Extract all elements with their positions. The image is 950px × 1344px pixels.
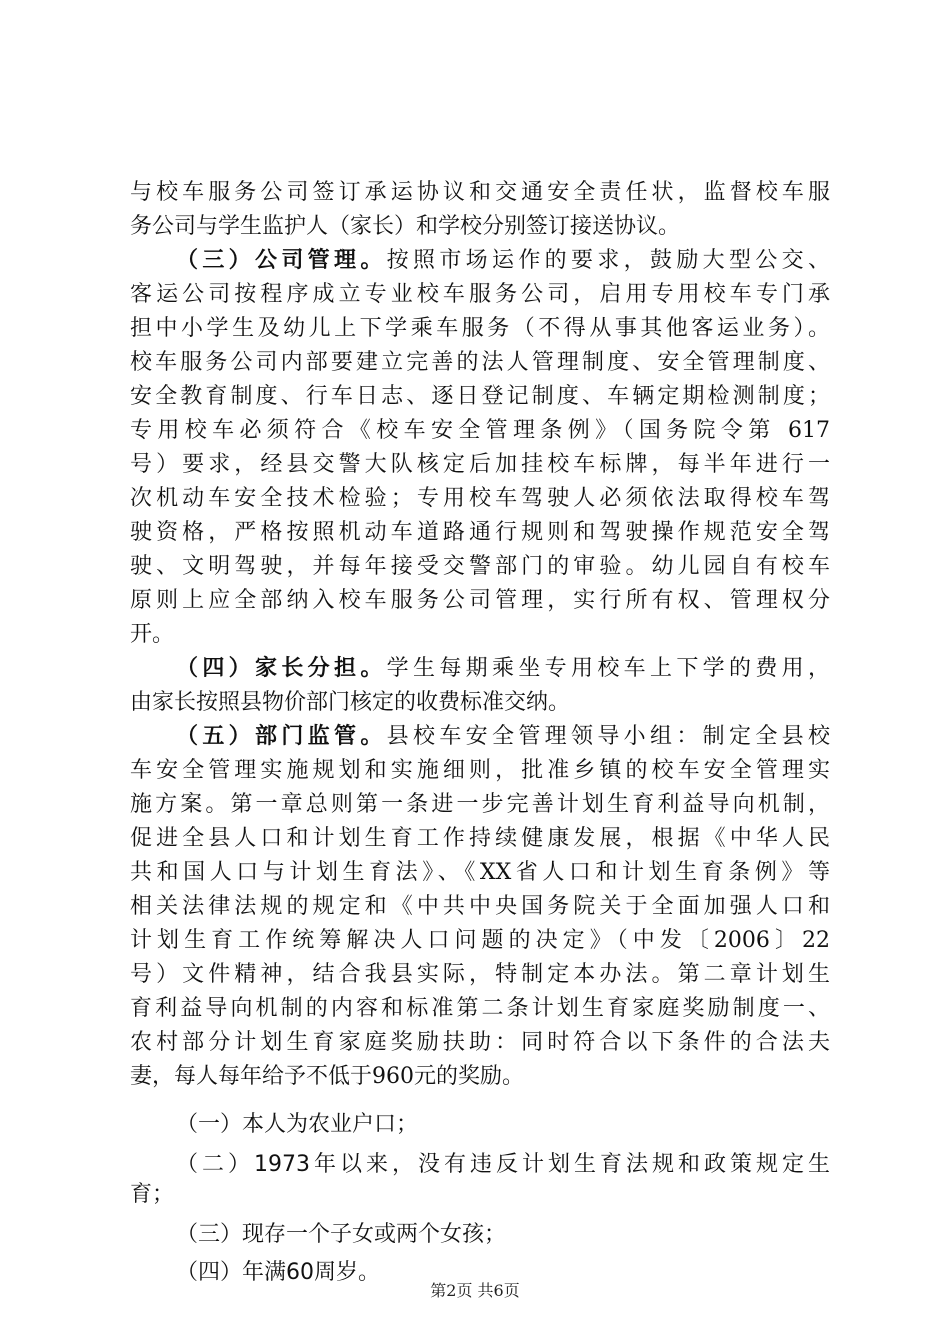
body-text: 学生每期乘坐专用校车上下学的费用， [386,656,830,681]
body-text-line: 施方案。第一章总则第一条进一步完善计划生育利益导向机制， [130,792,830,817]
body-text-line: 妻，每人每年给予不低于960元的奖励。 [130,1064,524,1089]
body-text-line: 原则上应全部纳入校车服务公司管理，实行所有权、管理权分 [130,588,830,613]
page-footer: 第2页 共6页 [430,1281,520,1300]
section-heading: （五）部门监管。 [176,724,387,749]
body-text-line: 专用校车必须符合《校车安全管理条例》（国务院令第 617 [130,418,830,443]
body-text-line: 车安全管理实施规划和实施细则，批准乡镇的校车安全管理实 [130,758,830,783]
body-text-line: 开。 [130,622,175,647]
body-text-line: 计划生育工作统筹解决人口问题的决定》（中发〔2006〕22 [130,928,830,953]
section-heading: （四）家长分担。 [176,656,387,681]
condition-item-4: （四）年满60周岁。 [176,1260,380,1285]
body-text-line: 驶、文明驾驶，并每年接受交警部门的审验。幼儿园自有校车 [130,554,830,579]
body-text-line: 育利益导向机制的内容和标准第二条计划生育家庭奖励制度一、 [130,996,830,1021]
body-text-line: 号）要求，经县交警大队核定后加挂校车标牌，每半年进行一 [130,452,830,477]
condition-item-2: （二）1973年以来，没有违反计划生育法规和政策规定生 [176,1152,830,1177]
section-heading: （三）公司管理。 [176,248,387,273]
body-text-line: 促进全县人口和计划生育工作持续健康发展，根据《中华人民 [130,826,830,851]
condition-item-2-cont: 育； [130,1182,175,1207]
condition-item-3: （三）现存一个子女或两个女孩； [176,1222,507,1247]
body-text-line: 由家长按照县物价部门核定的收费标准交纳。 [130,690,571,715]
body-text-line: 相关法律法规的规定和《中共中央国务院关于全面加强人口和 [130,894,830,919]
body-text-line: 次机动车安全技术检验；专用校车驾驶人必须依法取得校车驾 [130,486,830,511]
body-text-line: 校车服务公司内部要建立完善的法人管理制度、安全管理制度、 [130,350,830,375]
body-text-line: 号）文件精神，结合我县实际，特制定本办法。第二章计划生 [130,962,830,987]
body-text-line: 务公司与学生监护人（家长）和学校分别签订接送协议。 [130,214,681,239]
paragraph-department-supervision [176,720,830,754]
body-text-line: 客运公司按程序成立专业校车服务公司，启用专用校车专门承 [130,282,830,307]
body-text-line: 农村部分计划生育家庭奖励扶助：同时符合以下条件的合法夫 [130,1030,830,1055]
body-text-line: 安全教育制度、行车日志、逐日登记制度、车辆定期检测制度； [130,384,830,409]
paragraph-company-management [176,244,830,278]
body-text: 按照市场运作的要求，鼓励大型公交、 [386,248,830,273]
body-text-line: 共和国人口与计划生育法》、《XX省人口和计划生育条例》等 [130,860,830,885]
body-text: 县校车安全管理领导小组：制定全县校 [386,724,830,749]
body-text-line: 担中小学生及幼儿上下学乘车服务（不得从事其他客运业务）。 [130,316,830,341]
paragraph-parent-share [176,652,830,686]
body-text-line: 驶资格，严格按照机动车道路通行规则和驾驶操作规范安全驾 [130,520,830,545]
body-text-line: 与校车服务公司签订承运协议和交通安全责任状，监督校车服 [130,180,830,205]
condition-item-1: （一）本人为农业户口； [176,1112,419,1137]
